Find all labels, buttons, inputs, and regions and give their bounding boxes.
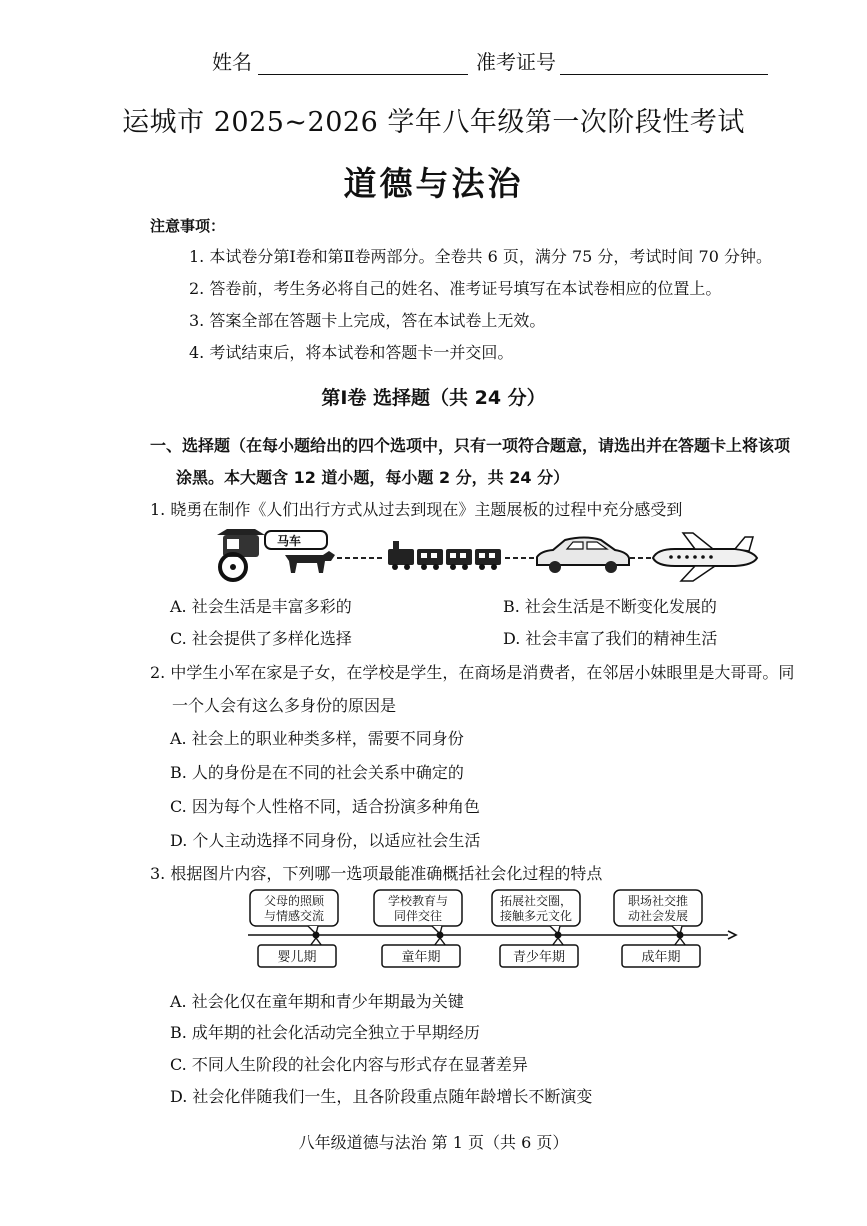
stage-description-callout	[250, 890, 338, 934]
airplane-icon	[653, 533, 757, 581]
life-stage-label	[622, 938, 700, 967]
stage-text: 成年期	[641, 950, 681, 965]
option-a: A. 社会生活是丰富多彩的	[170, 597, 352, 616]
option-b: B. 人的身份是在不同的社会关系中确定的	[170, 763, 464, 782]
exam-title: 运城市 2025~2026 学年八年级第一次阶段性考试	[122, 107, 745, 138]
life-stage-label	[500, 938, 578, 967]
callout-text: 拓展社交圈，	[499, 894, 573, 908]
callout-text: 父母的照顾	[263, 894, 325, 908]
callout-text: 动社会发展	[627, 909, 689, 923]
name-label: 姓名	[212, 50, 252, 74]
stage-text: 婴儿期	[277, 950, 317, 965]
option-c: C. 不同人生阶段的社会化内容与形式存在显著差异	[170, 1055, 528, 1074]
train-icon	[388, 541, 501, 570]
stage-description-callout	[492, 890, 580, 934]
callout-text: 与情感交流	[263, 909, 325, 923]
candidate-info-row	[212, 46, 768, 75]
option-a: A. 社会化仅在童年期和青少年期最为关键	[170, 992, 464, 1011]
car-icon	[537, 538, 629, 574]
page-footer: 八年级道德与法治 第 1 页（共 6 页）	[298, 1133, 569, 1152]
stage-text: 青少年期	[512, 950, 566, 965]
life-stage-label	[258, 938, 336, 967]
life-stage-label	[382, 938, 460, 967]
notice-item: 1. 本试卷分第Ⅰ卷和第Ⅱ卷两部分。全卷共 6 页，满分 75 分，考试时间 70 分钟。	[189, 247, 772, 266]
socialization-timeline-diagram	[240, 888, 740, 970]
option-a: A. 社会上的职业种类多样，需要不同身份	[170, 729, 464, 748]
exam-id-field-line[interactable]	[560, 54, 768, 75]
notice-item: 4. 考试结束后，将本试卷和答题卡一并交回。	[189, 343, 514, 362]
notice-item: 2. 答卷前，考生务必将自己的姓名、准考证号填写在本试卷相应的位置上。	[189, 279, 722, 298]
svg-text:马车: 马车	[277, 534, 302, 548]
section-title: 第Ⅰ卷 选择题（共 24 分）	[321, 387, 546, 409]
notice-item: 3. 答案全部在答题卡上完成，答在本试卷上无效。	[189, 311, 546, 330]
callout-text: 同伴交往	[393, 909, 443, 923]
question-2-stem: 2. 中学生小军在家是子女，在学校是学生，在商场是消费者，在邻居小妹眼里是大哥哥。同	[150, 663, 795, 682]
exam-id-label: 准考证号	[476, 50, 556, 74]
question-1-stem: 1. 晓勇在制作《人们出行方式从过去到现在》主题展板的过程中充分感受到	[150, 500, 683, 519]
option-b: B. 成年期的社会化活动完全独立于早期经历	[170, 1023, 480, 1042]
callout-text: 职场社交推	[627, 894, 689, 908]
option-b: B. 社会生活是不断变化发展的	[503, 597, 717, 616]
callout-text: 接触多元文化	[499, 909, 573, 923]
stage-description-callout	[614, 890, 702, 934]
option-c: C. 社会提供了多样化选择	[170, 629, 352, 648]
question-2-stem-cont: 一个人会有这么多身份的原因是	[172, 696, 397, 715]
option-d: D. 个人主动选择不同身份，以适应社会生活	[170, 831, 481, 850]
stage-text: 童年期	[401, 950, 441, 965]
callout-text: 学校教育与	[387, 894, 449, 908]
instruction-line: 一、选择题（在每小题给出的四个选项中，只有一项符合题意，请选出并在答题卡上将该项	[150, 436, 791, 455]
option-c: C. 因为每个人性格不同，适合扮演多种角色	[170, 797, 480, 816]
subject-title: 道德与法治	[343, 164, 524, 203]
carriage-icon	[217, 529, 335, 580]
question-3-stem: 3. 根据图片内容，下列哪一选项最能准确概括社会化过程的特点	[150, 864, 603, 883]
notice-title: 注意事项：	[150, 217, 226, 235]
transport-evolution-illustration	[205, 525, 765, 585]
option-d: D. 社会丰富了我们的精神生活	[503, 629, 718, 648]
name-field-line[interactable]	[258, 54, 468, 75]
instruction-line: 涂黑。本大题含 12 道小题，每小题 2 分，共 24 分）	[176, 468, 570, 487]
option-d: D. 社会化伴随我们一生，且各阶段重点随年龄增长不断演变	[170, 1087, 593, 1106]
stage-description-callout	[374, 890, 462, 934]
